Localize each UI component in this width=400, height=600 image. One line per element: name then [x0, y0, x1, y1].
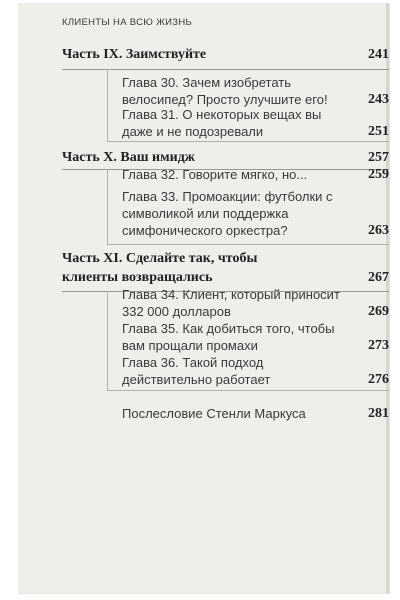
running-head: КЛИЕНТЫ НА ВСЮ ЖИЗНЬ: [62, 17, 193, 28]
toc-chapter-30: [122, 74, 389, 108]
toc-chapter-34-page: 269: [368, 304, 389, 319]
toc-chapter-30-page: 243: [368, 92, 389, 107]
toc-chapter-32-page: 259: [368, 167, 389, 182]
toc-chapter-33-title: Глава 33. Промоакции: футболки с символикой или поддержка симфонического оркестра?: [122, 189, 333, 238]
toc-chapter-35-title: Глава 35. Как добиться того, чтобы вам прощали промахи: [122, 321, 335, 353]
toc-chapter-34-title: Глава 34. Клиент, который приносит 332 000 долларов: [122, 287, 340, 319]
toc-chapter-35-page: 273: [368, 338, 389, 353]
toc-chapter-35: [122, 320, 389, 354]
chapter-box-rule: [107, 169, 108, 244]
toc-afterword-title: Послесловие Стенли Маркуса: [122, 406, 306, 421]
toc-part-9: [62, 45, 389, 64]
toc-chapter-31: [122, 106, 389, 140]
toc-chapter-33-page: 263: [368, 223, 389, 238]
chapter-divider: [107, 244, 389, 245]
toc-chapter-34: [122, 286, 389, 320]
toc-afterword-page: 281: [368, 406, 389, 421]
toc-afterword: [122, 405, 389, 422]
toc-part-9-page: 241: [368, 47, 389, 62]
book-page: [18, 3, 389, 593]
toc-part-11: [62, 249, 389, 287]
toc-part-9-title: Часть IX. Заимствуйте: [62, 47, 207, 62]
toc-chapter-36: [122, 354, 389, 388]
toc-part-11-title: Часть XI. Сделайте так, чтобы клиенты возвращались: [62, 251, 258, 285]
toc-chapter-36-page: 276: [368, 372, 389, 387]
toc-part-10-page: 257: [368, 150, 389, 165]
toc-chapter-30-title: Глава 30. Зачем изобретать велосипед? Просто улучшите его!: [122, 75, 328, 107]
toc-chapter-32-title: Глава 32. Говорите мягко, но...: [122, 167, 308, 182]
toc-part-10-title: Часть X. Ваш имидж: [62, 150, 195, 165]
toc-part-10: [62, 148, 389, 167]
toc-part-11-page: 267: [368, 270, 389, 285]
toc-chapter-33: [122, 188, 389, 239]
chapter-box-rule: [107, 291, 108, 390]
chapter-divider: [107, 390, 389, 391]
toc-chapter-31-page: 251: [368, 124, 389, 139]
part-divider: [62, 69, 389, 70]
toc-chapter-36-title: Глава 36. Такой подход действительно работает: [122, 355, 271, 387]
toc-chapter-31-title: Глава 31. О некоторых вещах вы даже и не подозревали: [122, 107, 322, 139]
chapter-box-rule: [107, 69, 108, 141]
toc-chapter-32: [122, 166, 389, 183]
chapter-divider: [107, 141, 389, 142]
